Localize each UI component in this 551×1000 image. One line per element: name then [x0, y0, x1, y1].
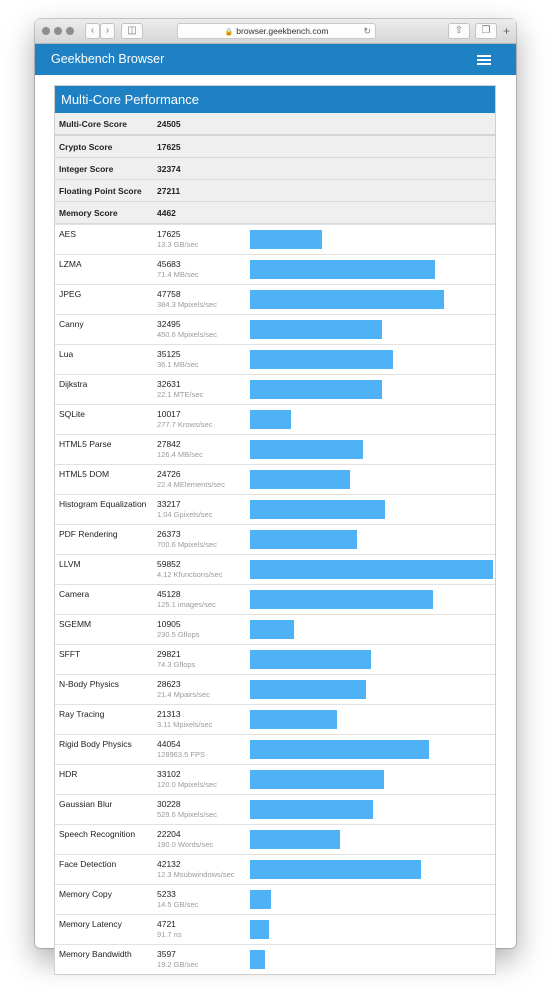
workload-name: HTML5 DOM	[59, 469, 110, 479]
workload-score: 45683	[157, 259, 181, 269]
forward-arrow-icon[interactable]: ›	[100, 23, 115, 39]
score-value: 32374	[157, 164, 181, 174]
workload-score: 22204	[157, 829, 181, 839]
workload-rate: 21.4 Mpairs/sec	[157, 690, 210, 699]
workload-name: Histogram Equalization	[59, 499, 147, 509]
workload-name: SFFT	[59, 649, 81, 659]
workload-row	[55, 314, 495, 344]
workload-rate: 384.3 Mpixels/sec	[157, 300, 218, 309]
workload-score: 28623	[157, 679, 181, 689]
workload-score: 33102	[157, 769, 181, 779]
workload-rate: 1.04 Gpixels/sec	[157, 510, 213, 519]
workload-name: PDF Rendering	[59, 529, 118, 539]
workload-score: 32631	[157, 379, 181, 389]
workload-row	[55, 524, 495, 554]
address-bar[interactable]	[177, 23, 376, 39]
workload-score: 29821	[157, 649, 181, 659]
workload-rate: 91.7 ns	[157, 930, 182, 939]
workload-rate: 13.3 GB/sec	[157, 240, 199, 249]
workload-score: 4721	[157, 919, 176, 929]
workload-score: 44054	[157, 739, 181, 749]
workload-name: HTML5 Parse	[59, 439, 112, 449]
new-tab-icon[interactable]: +	[503, 24, 511, 38]
score-row	[55, 202, 495, 224]
workload-score: 32495	[157, 319, 181, 329]
score-value: 4462	[157, 208, 176, 218]
workload-name: LZMA	[59, 259, 82, 269]
workload-score: 21313	[157, 709, 181, 719]
workload-score-bar	[250, 230, 322, 249]
score-label: Multi-Core Score	[59, 119, 128, 129]
workload-row	[55, 614, 495, 644]
workload-score: 10017	[157, 409, 181, 419]
workload-list	[55, 224, 495, 974]
workload-score: 42132	[157, 859, 181, 869]
score-row	[55, 180, 495, 202]
workload-score-bar	[250, 380, 382, 399]
workload-score: 26373	[157, 529, 181, 539]
workload-rate: 529.6 Mpixels/sec	[157, 810, 218, 819]
workload-row	[55, 644, 495, 674]
workload-score-bar	[250, 650, 371, 669]
workload-row	[55, 374, 495, 404]
workload-score-bar	[250, 410, 291, 429]
workload-score-bar	[250, 800, 373, 819]
workload-score: 47758	[157, 289, 181, 299]
workload-score: 35125	[157, 349, 181, 359]
score-value: 27211	[157, 186, 181, 196]
share-icon[interactable]: ⇧	[448, 23, 470, 39]
workload-score-bar	[250, 440, 363, 459]
workload-rate: 14.5 GB/sec	[157, 900, 199, 909]
workload-score-bar	[250, 770, 384, 789]
workload-score: 59852	[157, 559, 181, 569]
workload-score: 24726	[157, 469, 181, 479]
browser-toolbar	[35, 19, 516, 44]
workload-rate: 126.4 MB/sec	[157, 450, 203, 459]
workload-score: 17625	[157, 229, 181, 239]
workload-score-bar	[250, 470, 350, 489]
workload-score-bar	[250, 950, 265, 969]
workload-score: 33217	[157, 499, 181, 509]
workload-score-bar	[250, 890, 271, 909]
workload-rate: 22.4 MElements/sec	[157, 480, 225, 489]
minimize-window-icon[interactable]	[54, 27, 62, 35]
workload-name: Face Detection	[59, 859, 117, 869]
workload-name: JPEG	[59, 289, 82, 299]
workload-score: 5233	[157, 889, 176, 899]
workload-row	[55, 464, 495, 494]
workload-row	[55, 434, 495, 464]
workload-name: Lua	[59, 349, 74, 359]
site-navbar	[35, 44, 516, 75]
workload-score-bar	[250, 710, 337, 729]
workload-name: Memory Bandwidth	[59, 949, 132, 959]
workload-row	[55, 914, 495, 944]
workload-rate: 71.4 MB/sec	[157, 270, 199, 279]
address-url: browser.geekbench.com	[236, 26, 329, 36]
workload-row	[55, 254, 495, 284]
workload-row	[55, 734, 495, 764]
workload-rate: 277.7 Krows/sec	[157, 420, 213, 429]
workload-name: SQLite	[59, 409, 85, 419]
workload-row	[55, 764, 495, 794]
score-summary	[55, 113, 495, 224]
workload-rate: 19.2 GB/sec	[157, 960, 199, 969]
workload-name: AES	[59, 229, 77, 239]
workload-score-bar	[250, 860, 421, 879]
score-row	[55, 113, 495, 136]
workload-rate: 700.6 Mpixels/sec	[157, 540, 218, 549]
workload-row	[55, 824, 495, 854]
sidebar-icon[interactable]: ◫	[121, 23, 143, 39]
workload-row	[55, 674, 495, 704]
workload-name: Rigid Body Physics	[59, 739, 132, 749]
workload-row	[55, 944, 495, 974]
workload-name: SGEMM	[59, 619, 92, 629]
score-row	[55, 136, 495, 158]
workload-score-bar	[250, 560, 493, 579]
workload-rate: 190.0 Words/sec	[157, 840, 214, 849]
workload-rate: 74.3 Gflops	[157, 660, 196, 669]
workload-row	[55, 284, 495, 314]
workload-row	[55, 584, 495, 614]
workload-score-bar	[250, 530, 357, 549]
workload-score-bar	[250, 590, 433, 609]
score-row	[55, 158, 495, 180]
score-value: 24505	[157, 119, 181, 129]
workload-rate: 230.5 Gflops	[157, 630, 200, 639]
workload-score-bar	[250, 290, 444, 309]
zoom-window-icon[interactable]	[66, 27, 74, 35]
lock-icon: 🔒	[224, 29, 234, 36]
workload-row	[55, 884, 495, 914]
workload-name: Canny	[59, 319, 84, 329]
workload-name: Dijkstra	[59, 379, 88, 389]
workload-score-bar	[250, 350, 393, 369]
workload-name: LLVM	[59, 559, 81, 569]
workload-row	[55, 494, 495, 524]
workload-score: 27842	[157, 439, 181, 449]
performance-card	[54, 85, 496, 975]
site-brand[interactable]: Geekbench Browser	[51, 52, 165, 66]
workload-rate: 128963.5 FPS	[157, 750, 205, 759]
workload-score: 30228	[157, 799, 181, 809]
workload-score: 45128	[157, 589, 181, 599]
workload-score-bar	[250, 740, 429, 759]
workload-score-bar	[250, 620, 294, 639]
workload-row	[55, 344, 495, 374]
workload-name: Gaussian Blur	[59, 799, 113, 809]
workload-score-bar	[250, 920, 269, 939]
score-value: 17625	[157, 142, 181, 152]
browser-window	[35, 19, 516, 969]
workload-score-bar	[250, 500, 385, 519]
workload-row	[55, 854, 495, 884]
workload-score-bar	[250, 680, 366, 699]
workload-row	[55, 704, 495, 734]
score-label: Integer Score	[59, 164, 114, 174]
workload-name: Ray Tracing	[59, 709, 105, 719]
workload-name: HDR	[59, 769, 78, 779]
close-window-icon[interactable]	[42, 27, 50, 35]
hamburger-menu-icon[interactable]	[477, 55, 491, 65]
score-label: Crypto Score	[59, 142, 113, 152]
workload-rate: 22.1 MTE/sec	[157, 390, 204, 399]
workload-name: Camera	[59, 589, 90, 599]
workload-rate: 12.3 Msubwindows/sec	[157, 870, 235, 879]
workload-name: Memory Latency	[59, 919, 122, 929]
workload-score: 3597	[157, 949, 176, 959]
workload-rate: 3.11 Mpixels/sec	[157, 720, 213, 729]
workload-rate: 450.6 Mpixels/sec	[157, 330, 218, 339]
tabs-icon[interactable]: ❐	[475, 23, 497, 39]
card-title: Multi-Core Performance	[55, 86, 495, 113]
workload-rate: 36.1 MB/sec	[157, 360, 199, 369]
workload-row	[55, 224, 495, 254]
workload-name: Speech Recognition	[59, 829, 136, 839]
workload-score-bar	[250, 260, 435, 279]
workload-row	[55, 794, 495, 824]
workload-rate: 120.0 Mpixels/sec	[157, 780, 218, 789]
score-label: Memory Score	[59, 208, 118, 218]
workload-rate: 125.1 images/sec	[157, 600, 216, 609]
workload-score-bar	[250, 320, 382, 339]
workload-row	[55, 554, 495, 584]
workload-rate: 4.12 Kfunctions/sec	[157, 570, 223, 579]
workload-score-bar	[250, 830, 340, 849]
workload-name: Memory Copy	[59, 889, 112, 899]
reload-icon[interactable]: ↻	[363, 26, 371, 36]
score-label: Floating Point Score	[59, 186, 142, 196]
workload-row	[55, 404, 495, 434]
workload-name: N-Body Physics	[59, 679, 119, 689]
workload-score: 10905	[157, 619, 181, 629]
back-arrow-icon[interactable]: ‹	[85, 23, 100, 39]
